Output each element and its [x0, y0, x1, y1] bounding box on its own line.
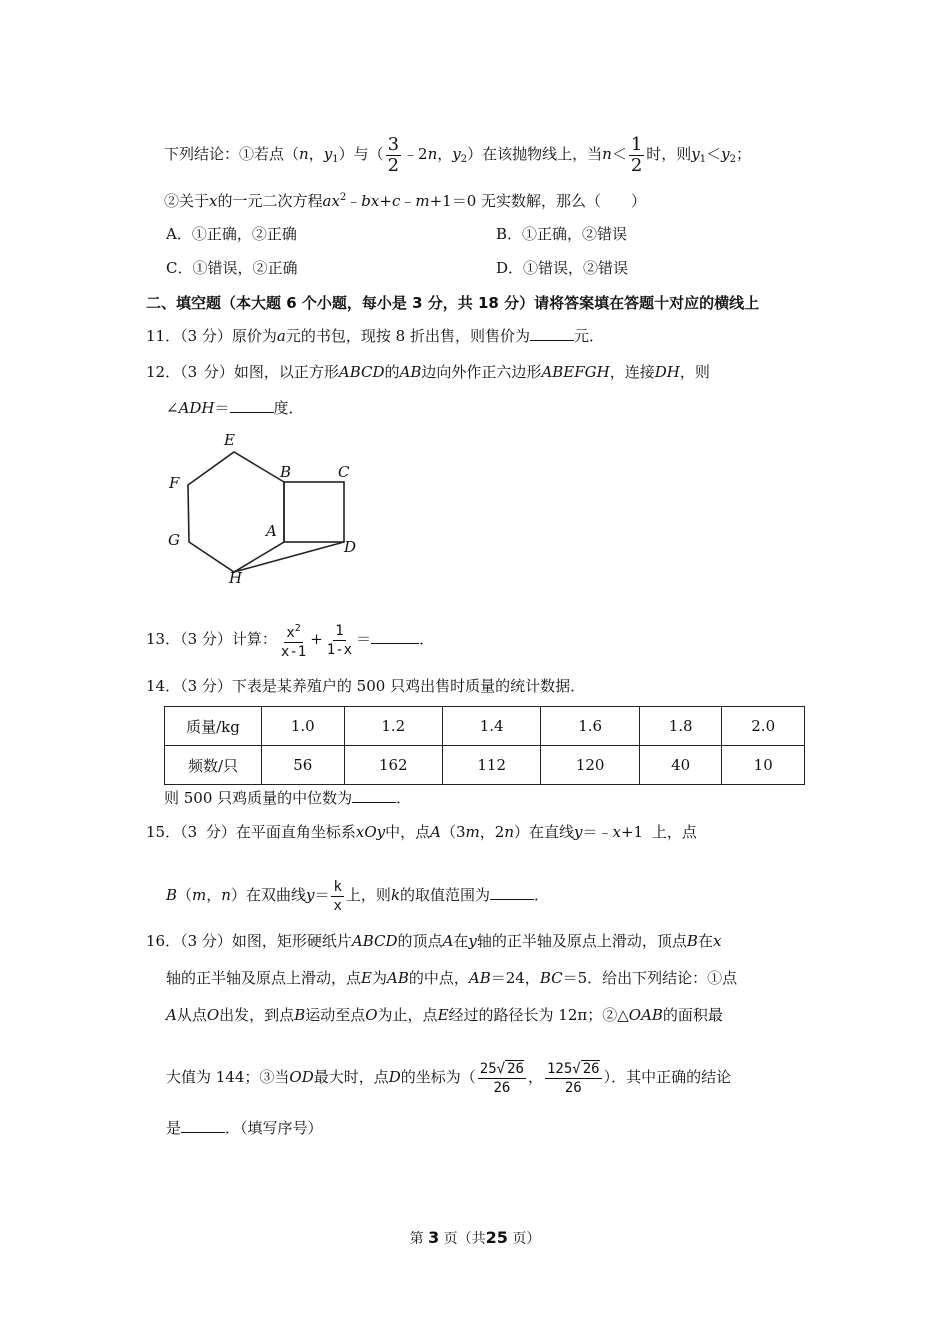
hexagon-shape [188, 452, 284, 572]
q16-line5: 是 ．（填写序号） [166, 1119, 323, 1137]
q13: 13．（3 分）计算： $\frac{x^2}{x-1}$ + $\frac{1}{1-x}$ ＝ ． [146, 618, 434, 660]
fraction-1-2: $\frac{1}{2}$ [630, 133, 643, 176]
table-cell: 10 [722, 746, 805, 785]
table-cell: 112 [442, 746, 540, 785]
page-footer: 第 3 页（共25 页） [409, 1228, 541, 1247]
q10-option-d: D．①错误，②错误 [496, 259, 629, 277]
total-page-count: 25 [485, 1228, 508, 1247]
table-cell: 2.0 [722, 707, 805, 746]
q14-after: 则 500 只鸡质量的中位数为 ． [164, 789, 412, 807]
fraction-3-2: $\frac{3}{2}$ [387, 133, 400, 176]
label-f: F [169, 474, 180, 492]
table-cell: 1.2 [344, 707, 442, 746]
fraction-125-root26-over-26: $\frac{125√ 26}{26}$ [546, 1060, 600, 1096]
fraction-25-root26-over-26: $\frac{25√ 26}{26}$ [479, 1060, 524, 1096]
table-header-cell: 频数/只 [165, 746, 262, 785]
q12-line2: ∠ADH＝ 度． [166, 399, 304, 417]
section-2-heading: 二、填空题（本大题 6 个小题，每小是 3 分，共 18 分）请将答案填在答题十对应的横线上 [146, 294, 760, 312]
label-d: D [344, 538, 357, 556]
hexagon-square-figure [160, 425, 370, 590]
label-a: A [266, 522, 277, 540]
q11: 11．（3 分）原价为a元的书包，现按 8 折出售，则售价为 元． [146, 327, 604, 345]
table-header-cell: 质量/kg [165, 707, 262, 746]
label-b: B [280, 463, 292, 481]
q15-line1: 15．（3 分）在平面直角坐标系xOy中，点A（3m，2n）在直线y＝﹣x+1 上，点 [146, 823, 697, 841]
weight-frequency-table [164, 706, 805, 785]
answer-blank [352, 788, 396, 803]
answer-blank [371, 629, 419, 644]
fraction-x2-over-x-minus-1: $\frac{x^2}{x-1}$ [279, 620, 308, 661]
answer-blank [530, 326, 574, 341]
q10-option-b: B．①正确，②错误 [496, 225, 628, 243]
answer-blank [181, 1118, 225, 1133]
label-h: H [229, 569, 243, 587]
answer-blank [490, 885, 534, 900]
q16-line3: A从点O出发，到点B运动至点O为止，点E经过的路径长为 12π；②△OAB的面积最 [166, 1006, 723, 1024]
table-row [165, 746, 805, 785]
table-cell: 1.0 [262, 707, 345, 746]
table-row [165, 707, 805, 746]
segment-dh [234, 542, 344, 572]
q10-option-a: A．①正确，②正确 [166, 225, 297, 243]
q16-line4: 大值为 144；③当OD最大时，点D的坐标为（ $\frac{25√ 26}{26}$ ， $\frac{125√ 26}{26}$ ）．其中正确的结论 [166, 1060, 732, 1096]
label-g: G [168, 531, 180, 549]
table-cell: 40 [639, 746, 722, 785]
table-cell: 162 [344, 746, 442, 785]
q14-text: 14．（3 分）下表是某养殖户的 500 只鸡出售时质量的统计数据． [146, 677, 586, 695]
fraction-k-over-x: $\frac{k}{x}$ [333, 878, 342, 914]
current-page-number: 3 [428, 1228, 440, 1247]
q12-line1: 12．（3 分）如图，以正方形ABCD的AB边向外作正六边形ABEFGH，连接DH，则 [146, 363, 710, 381]
fraction-1-over-1-minus-x: $\frac{1}{1-x}$ [326, 622, 353, 658]
q16-line1: 16．（3 分）如图，矩形硬纸片ABCD的顶点A在y轴的正半轴及原点上滑动，顶点B在x [146, 932, 722, 950]
table-cell: 120 [541, 746, 639, 785]
q10-option-c: C．①错误，②正确 [166, 259, 298, 277]
q15-line2: B（m，n）在双曲线y＝ $\frac{k}{x}$ 上，则k的取值范围为 ． [166, 878, 550, 914]
square-shape [284, 482, 344, 542]
table-cell: 56 [262, 746, 345, 785]
q10-line2: ②关于x的一元二次方程$ax^2﹣bx+c﹣m+1=0$ 无实数解，那么（ ） [164, 192, 647, 210]
table-cell: 1.8 [639, 707, 722, 746]
q10-line1: 下列结论：①若点（n，$y_1$）与（ $\frac{3}{2}$ ﹣2n，$y_2$）在该抛物线上，当n＜ $\frac{1}{2}$ 时，则$y_1<y_2$； [164, 133, 752, 176]
table-cell: 1.4 [442, 707, 540, 746]
q16-line2: 轴的正半轴及原点上滑动，点E为AB的中点，AB＝24，BC＝5．给出下列结论：①点 [166, 969, 738, 987]
answer-blank [230, 398, 274, 413]
label-c: C [338, 463, 350, 481]
table-cell: 1.6 [541, 707, 639, 746]
label-e: E [224, 431, 235, 449]
